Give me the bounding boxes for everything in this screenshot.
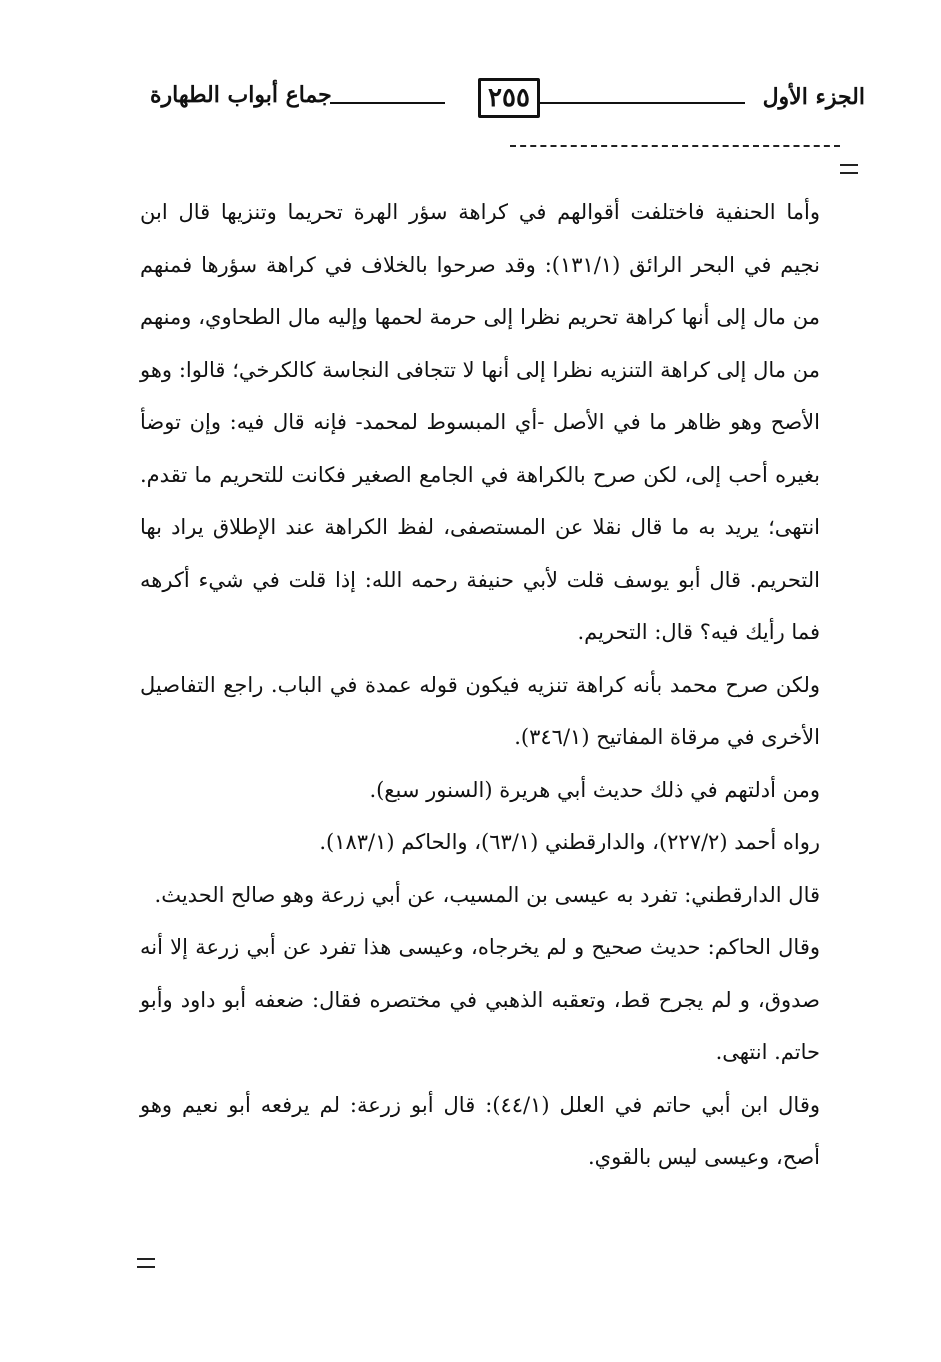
part-title: الجزء الأول [762,84,865,110]
paragraph: ولكن صرح محمد بأنه كراهة تنزيه فيكون قوله عمدة في الباب. راجع التفاصيل الأخرى في مرقاة المفاتيح (٣٤٦/١). [140,672,820,749]
header-rule-left [330,102,445,104]
page-header [130,68,865,118]
section-mark-bottom [137,1258,155,1268]
header-rule-right [540,102,745,104]
paragraph: رواه أحمد (٢٢٧/٢)، والدارقطني (٦٣/١)، والحاكم (١٨٣/١). [319,830,820,854]
dashed-separator [510,145,840,147]
paragraph: ومن أدلتهم في ذلك حديث أبي هريرة (السنور سبع). [369,777,820,802]
paragraph: وقال ابن أبي حاتم في العلل (٤٤/١): قال أبو زرعة: لم يرفعه أبو نعيم وهو أصح، وعيسى ليس بالقوي. [140,1092,821,1169]
page-number: ٢٥٥ [478,78,540,118]
paragraph: وقال الحاكم: حديث صحيح و لم يخرجاه، وعيسى هذا تفرد عن أبي زرعة إلا أنه صدوق، و لم يجرح قط، وتعقبه الذهبي في مختصره فقال: ضعفه أبو داود وأبو حاتم. انتهى. [140,935,820,1064]
paragraph: قال الدارقطني: تفرد به عيسى بن المسيب، عن أبي زرعة وهو صالح الحديث. [154,882,820,907]
paragraph: وأما الحنفية فاختلفت أقوالهم في كراهة سؤر الهرة تحريما وتنزيها قال ابن نجيم في البحر الرائق (١٣١/١): وقد صرحوا بالخلاف في كراهة سؤرها فمنهم من مال إلى أنها كراهة تحريم نظرا إلى حرمة لحمها وإليه مال الطحاوي، ومنهم من مال إلى كراهة التنزيه نظرا إلى أنها لا تتجافى النجاسة كالكرخي؛ قالوا: وهو الأصح وهو ظاهر ما في الأصل -أي المبسوط لمحمد- فإنه قال فيه: وإن توضأ بغيره أحب إلى، لكن صرح بالكراهة في الجامع الصغير فكانت للتحريم ما تقدم. انتهى؛ يريد به ما قال نقلا عن المستصفى، لفظ الكراهة عند الإطلاق يراد بها التحريم. قال أبو يوسف قلت لأبي حنيفة رحمه الله: إذا قلت في شيء أكرهه فما رأيك فيه؟ قال: التحريم. [140,200,820,644]
section-mark-top [840,164,858,174]
page-body [140,186,820,1184]
chapter-title: جماع أبواب الطهارة [150,82,332,108]
